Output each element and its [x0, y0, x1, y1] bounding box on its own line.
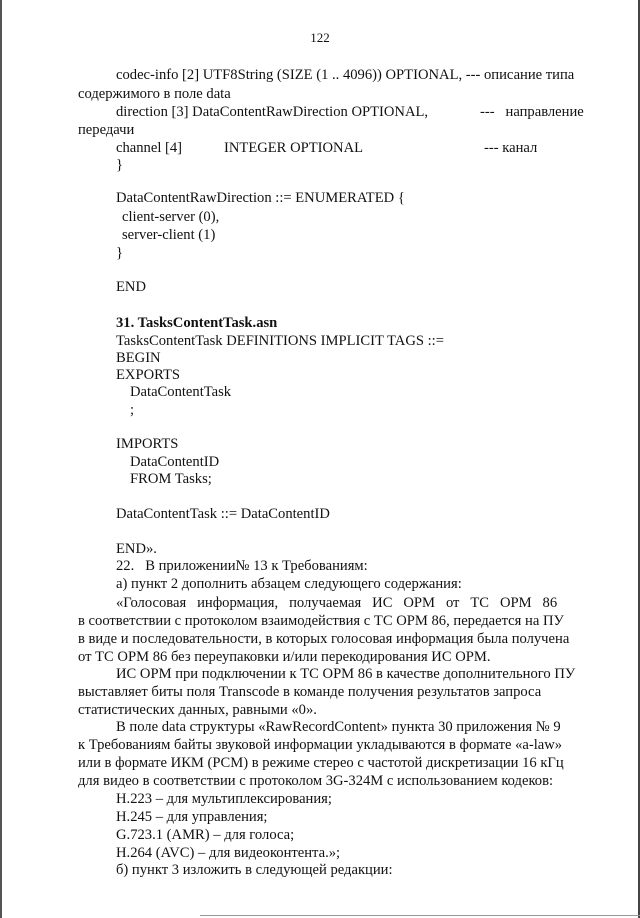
code-line: }	[116, 157, 124, 173]
code-line: DataContentTask	[130, 384, 232, 400]
code-line: channel [4]	[116, 140, 183, 156]
codec-list-item: G.723.1 (AMR) – для голоса;	[116, 827, 295, 843]
code-line: END	[116, 279, 146, 295]
code-line: DataContentID	[130, 454, 220, 470]
code-line: IMPORTS	[116, 436, 179, 452]
paragraph-line: 22. В приложении№ 13 к Требованиям:	[116, 558, 368, 574]
paragraph-line: или в формате ИКМ (PCM) в режиме стерео с частотой дискретизации 16 кГц	[78, 755, 564, 771]
scan-edge-left	[0, 0, 2, 918]
code-line: DataContentTask ::= DataContentID	[116, 506, 330, 522]
code-line: EXPORTS	[116, 367, 180, 383]
code-line: direction [3] DataContentRawDirection OPTIONAL,	[116, 104, 429, 120]
code-line: END».	[116, 541, 157, 557]
section-heading: 31. TasksContentTask.asn	[116, 315, 278, 331]
paragraph-line: к Требованиям байты звуковой информации укладываются в формате «a-law»	[78, 737, 563, 753]
code-line: FROM Tasks;	[130, 471, 212, 487]
code-line: server-client (1)	[122, 227, 216, 243]
paragraph-line: от ТС ОРМ 86 без переупаковки и/или перекодирования ИС ОРМ.	[78, 649, 491, 665]
code-line: }	[116, 245, 124, 261]
paragraph-line: выставляет биты поля Transcode в команде получения результатов запроса	[78, 684, 542, 700]
code-line: передачи	[78, 122, 135, 138]
code-line: DataContentRawDirection ::= ENUMERATED {	[116, 190, 405, 206]
page-number: 122	[310, 30, 330, 45]
code-line: client-server (0),	[122, 209, 220, 225]
paragraph-line: «Голосовая информация, получаемая ИС ОРМ от ТС ОРМ 86	[116, 595, 558, 611]
paragraph-line: в соответствии с протоколом взаимодействия с ТС ОРМ 86, передается на ПУ	[78, 613, 564, 629]
codec-list-item: H.223 – для мультиплексирования;	[116, 791, 332, 807]
code-comment: --- канал	[484, 140, 538, 156]
code-line: ;	[130, 402, 135, 418]
code-line: INTEGER OPTIONAL	[224, 140, 364, 156]
paragraph-line: В поле data структуры «RawRecordContent» пункта 30 приложения № 9	[116, 719, 561, 735]
paragraph-line: а) пункт 2 дополнить абзацем следующего содержания:	[116, 576, 462, 592]
code-line: содержимого в поле data	[78, 86, 231, 102]
scan-artifact-line	[200, 915, 640, 916]
code-line: TasksContentTask DEFINITIONS IMPLICIT TAGS ::=	[116, 333, 444, 349]
paragraph-line: б) пункт 3 изложить в следующей редакции:	[116, 862, 393, 878]
paragraph-line: статистических данных, равными «0».	[78, 702, 317, 718]
code-comment: --- направление	[480, 104, 584, 120]
codec-list-item: H.264 (AVC) – для видеоконтента.»;	[116, 845, 341, 861]
code-line: BEGIN	[116, 350, 161, 366]
paragraph-line: в виде и последовательности, в которых голосовая информация была получена	[78, 631, 570, 647]
paragraph-line: для видео в соответствии с протоколом 3G-324M с использованием кодеков:	[78, 773, 554, 789]
paragraph-line: ИС ОРМ при подключении к ТС ОРМ 86 в качестве дополнительного ПУ	[116, 666, 576, 682]
codec-list-item: H.245 – для управления;	[116, 809, 268, 825]
code-line: codec-info [2] UTF8String (SIZE (1 .. 4096)) OPTIONAL, --- описание типа	[116, 67, 575, 83]
